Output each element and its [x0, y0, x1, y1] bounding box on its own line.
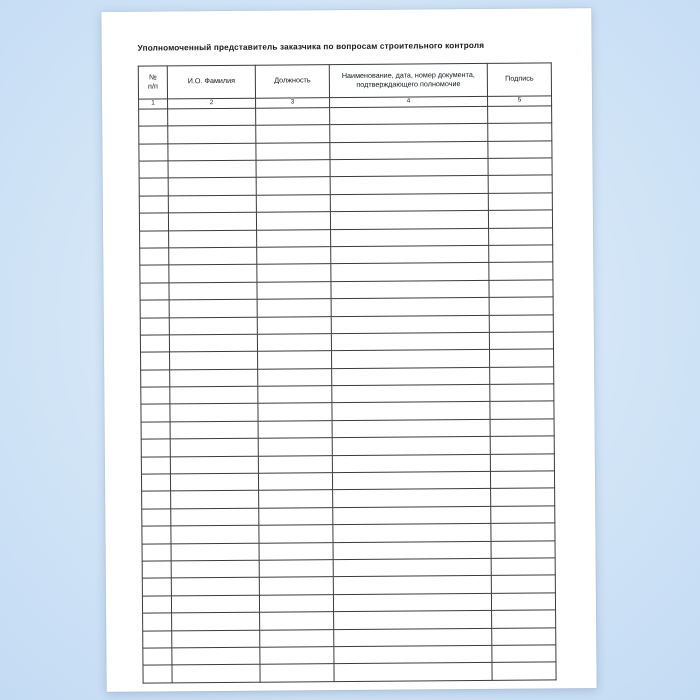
row-cell-number[interactable]	[139, 126, 168, 144]
row-cell-name[interactable]	[171, 508, 259, 526]
row-cell-position[interactable]	[258, 351, 332, 369]
column-number-4: 4	[330, 96, 488, 107]
row-cell-name[interactable]	[170, 386, 258, 404]
row-cell-name[interactable]	[171, 578, 259, 596]
row-cell-signature[interactable]	[489, 227, 553, 245]
row-cell-position[interactable]	[258, 386, 332, 404]
row-cell-document[interactable]	[333, 524, 491, 543]
table-header-position-label: Должность	[274, 75, 311, 86]
row-cell-name[interactable]	[172, 612, 260, 630]
row-cell-name[interactable]	[170, 456, 258, 474]
row-cell-position[interactable]	[257, 299, 331, 317]
row-cell-position[interactable]	[259, 490, 333, 508]
table-header-row	[138, 63, 551, 99]
row-cell-document[interactable]	[334, 663, 492, 682]
row-cell-number[interactable]	[139, 109, 168, 127]
row-cell-position[interactable]	[259, 560, 333, 578]
row-cell-position[interactable]	[258, 403, 332, 421]
row-cell-position[interactable]	[258, 368, 332, 386]
row-cell-name[interactable]	[172, 665, 260, 683]
row-cell-position[interactable]	[256, 160, 330, 178]
row-cell-signature[interactable]	[488, 141, 552, 159]
table-header-number-line1: №	[148, 72, 157, 82]
row-cell-name[interactable]	[170, 421, 258, 439]
row-cell-signature[interactable]	[489, 332, 553, 350]
row-cell-number[interactable]	[140, 300, 169, 318]
row-cell-name[interactable]	[170, 369, 258, 387]
row-cell-position[interactable]	[258, 473, 332, 491]
row-cell-number[interactable]	[141, 439, 170, 457]
row-cell-document[interactable]	[332, 454, 490, 473]
row-cell-number[interactable]	[139, 196, 168, 214]
column-number-3: 3	[256, 97, 330, 108]
row-cell-signature[interactable]	[488, 106, 552, 124]
table-header-number	[138, 66, 167, 99]
row-cell-document[interactable]	[331, 280, 489, 299]
row-cell-name[interactable]	[169, 299, 257, 317]
row-cell-document[interactable]	[331, 315, 489, 334]
row-cell-position[interactable]	[257, 229, 331, 247]
row-cell-signature[interactable]	[488, 210, 552, 228]
row-cell-signature[interactable]	[491, 575, 555, 593]
row-cell-position[interactable]	[258, 438, 332, 456]
row-cell-document[interactable]	[333, 593, 491, 612]
row-cell-position[interactable]	[256, 142, 330, 160]
row-cell-signature[interactable]	[489, 280, 553, 298]
row-cell-name[interactable]	[168, 178, 256, 196]
row-cell-signature[interactable]	[492, 645, 556, 663]
row-cell-document[interactable]	[332, 419, 490, 438]
authorized-representative-table	[138, 62, 557, 683]
row-cell-position[interactable]	[257, 281, 331, 299]
table-header-document	[329, 63, 487, 97]
table-header-name	[167, 65, 255, 99]
row-cell-name[interactable]	[172, 647, 260, 665]
row-cell-name[interactable]	[168, 160, 256, 178]
row-cell-number[interactable]	[139, 161, 168, 179]
row-cell-document[interactable]	[330, 158, 488, 177]
row-cell-signature[interactable]	[490, 471, 554, 489]
row-cell-document[interactable]	[331, 332, 489, 351]
row-cell-signature[interactable]	[490, 384, 554, 402]
row-cell-name[interactable]	[171, 491, 259, 509]
row-cell-name[interactable]	[169, 282, 257, 300]
row-cell-document[interactable]	[330, 193, 488, 212]
row-cell-name[interactable]	[168, 195, 256, 213]
row-cell-number[interactable]	[142, 596, 171, 614]
row-cell-name[interactable]	[169, 247, 257, 265]
row-cell-position[interactable]	[256, 194, 330, 212]
row-cell-signature[interactable]	[490, 367, 554, 385]
table-header-document-line1: Наименование, дата, номер документа,	[341, 70, 475, 81]
row-cell-number[interactable]	[141, 387, 170, 405]
row-cell-signature[interactable]	[490, 436, 554, 454]
row-cell-signature[interactable]	[488, 175, 552, 193]
row-cell-number[interactable]	[141, 370, 170, 388]
row-cell-document[interactable]	[330, 106, 488, 125]
row-cell-number[interactable]	[140, 265, 169, 283]
row-cell-number[interactable]	[140, 248, 169, 266]
table-body	[139, 106, 556, 683]
row-cell-signature[interactable]	[490, 419, 554, 437]
row-cell-signature[interactable]	[492, 610, 556, 628]
row-cell-document[interactable]	[330, 141, 488, 160]
row-cell-name[interactable]	[171, 560, 259, 578]
row-cell-document[interactable]	[331, 245, 489, 264]
row-cell-signature[interactable]	[489, 297, 553, 315]
row-cell-document[interactable]	[334, 628, 492, 647]
row-cell-position[interactable]	[260, 647, 334, 665]
column-number-5: 5	[488, 96, 552, 107]
row-cell-number[interactable]	[142, 526, 171, 544]
row-cell-position[interactable]	[256, 107, 330, 125]
row-cell-signature[interactable]	[491, 506, 555, 524]
row-cell-position[interactable]	[258, 455, 332, 473]
row-cell-number[interactable]	[140, 283, 169, 301]
row-cell-signature[interactable]	[488, 123, 552, 141]
row-cell-signature[interactable]	[489, 245, 553, 263]
table-header-number-line2: п/п	[147, 81, 158, 91]
row-cell-number[interactable]	[143, 630, 172, 648]
row-cell-signature[interactable]	[488, 193, 552, 211]
row-cell-number[interactable]	[143, 613, 172, 631]
row-cell-number[interactable]	[141, 352, 170, 370]
row-cell-document[interactable]	[332, 402, 490, 421]
row-cell-signature[interactable]	[490, 401, 554, 419]
row-cell-position[interactable]	[259, 577, 333, 595]
row-cell-position[interactable]	[256, 177, 330, 195]
row-cell-number[interactable]	[141, 474, 170, 492]
row-cell-name[interactable]	[171, 543, 259, 561]
document-page	[101, 8, 596, 692]
row-cell-document[interactable]	[330, 124, 488, 143]
row-cell-document[interactable]	[332, 384, 490, 403]
row-cell-position[interactable]	[258, 421, 332, 439]
row-cell-number[interactable]	[139, 213, 168, 231]
row-cell-name[interactable]	[168, 125, 256, 143]
row-cell-position[interactable]	[259, 525, 333, 543]
row-cell-number[interactable]	[143, 665, 172, 683]
row-cell-number[interactable]	[143, 648, 172, 666]
row-cell-number[interactable]	[141, 404, 170, 422]
row-cell-name[interactable]	[169, 317, 257, 335]
row-cell-position[interactable]	[260, 612, 334, 630]
row-cell-signature[interactable]	[490, 454, 554, 472]
row-cell-position[interactable]	[259, 507, 333, 525]
row-cell-signature[interactable]	[489, 314, 553, 332]
row-cell-document[interactable]	[331, 263, 489, 282]
row-cell-number[interactable]	[139, 178, 168, 196]
row-cell-position[interactable]	[257, 247, 331, 265]
table-header-signature-label: Подпись	[505, 73, 534, 84]
row-cell-position[interactable]	[256, 125, 330, 143]
row-cell-signature[interactable]	[490, 349, 554, 367]
row-cell-position[interactable]	[260, 664, 334, 682]
table-header-signature	[487, 63, 551, 97]
row-cell-number[interactable]	[142, 578, 171, 596]
table-header-document-line2: подтверждающего полномочие	[356, 78, 461, 89]
row-cell-signature[interactable]	[491, 593, 555, 611]
row-cell-document[interactable]	[331, 228, 489, 247]
row-cell-name[interactable]	[169, 265, 257, 283]
row-cell-signature[interactable]	[492, 662, 556, 680]
row-cell-document[interactable]	[330, 211, 488, 230]
row-cell-name[interactable]	[170, 404, 258, 422]
row-cell-number[interactable]	[140, 335, 169, 353]
row-cell-position[interactable]	[260, 629, 334, 647]
row-cell-name[interactable]	[170, 473, 258, 491]
row-cell-name[interactable]	[168, 212, 256, 230]
row-cell-document[interactable]	[333, 576, 491, 595]
row-cell-position[interactable]	[257, 264, 331, 282]
table-header-position	[255, 64, 329, 98]
row-cell-signature[interactable]	[491, 488, 555, 506]
row-cell-signature[interactable]	[491, 523, 555, 541]
row-cell-number[interactable]	[142, 544, 171, 562]
row-cell-name[interactable]	[170, 352, 258, 370]
row-cell-position[interactable]	[259, 594, 333, 612]
row-cell-document[interactable]	[332, 350, 490, 369]
row-cell-document[interactable]	[334, 611, 492, 630]
row-cell-name[interactable]	[172, 630, 260, 648]
row-cell-name[interactable]	[168, 143, 256, 161]
row-cell-signature[interactable]	[491, 558, 555, 576]
row-cell-position[interactable]	[257, 316, 331, 334]
table-row[interactable]	[143, 662, 556, 683]
row-cell-number[interactable]	[142, 561, 171, 579]
row-cell-number[interactable]	[139, 144, 168, 162]
row-cell-number[interactable]	[142, 509, 171, 527]
row-cell-document[interactable]	[333, 558, 491, 577]
table-header	[138, 63, 551, 109]
row-cell-number[interactable]	[141, 422, 170, 440]
row-cell-document[interactable]	[333, 541, 491, 560]
row-cell-document[interactable]	[333, 489, 491, 508]
row-cell-name[interactable]	[168, 108, 256, 126]
column-number-2: 2	[168, 98, 256, 109]
row-cell-position[interactable]	[259, 542, 333, 560]
row-cell-name[interactable]	[171, 525, 259, 543]
row-cell-number[interactable]	[140, 230, 169, 248]
row-cell-signature[interactable]	[488, 158, 552, 176]
column-number-1: 1	[139, 99, 168, 109]
row-cell-document[interactable]	[331, 298, 489, 317]
row-cell-name[interactable]	[171, 595, 259, 613]
row-cell-document[interactable]	[334, 645, 492, 664]
row-cell-position[interactable]	[257, 334, 331, 352]
row-cell-document[interactable]	[330, 176, 488, 195]
row-cell-name[interactable]	[169, 230, 257, 248]
row-cell-position[interactable]	[256, 212, 330, 230]
row-cell-number[interactable]	[142, 491, 171, 509]
page-title: Уполномоченный представитель заказчика по вопросам строительного контроля	[137, 40, 485, 53]
row-cell-name[interactable]	[170, 438, 258, 456]
row-cell-number[interactable]	[141, 457, 170, 475]
row-cell-signature[interactable]	[489, 262, 553, 280]
row-cell-document[interactable]	[332, 471, 490, 490]
document-content	[138, 40, 563, 683]
row-cell-number[interactable]	[140, 317, 169, 335]
table-header-name-label: И.О. Фамилия	[187, 76, 236, 86]
row-cell-signature[interactable]	[491, 540, 555, 558]
row-cell-name[interactable]	[169, 334, 257, 352]
row-cell-signature[interactable]	[492, 627, 556, 645]
row-cell-document[interactable]	[332, 367, 490, 386]
row-cell-document[interactable]	[333, 506, 491, 525]
row-cell-document[interactable]	[332, 437, 490, 456]
